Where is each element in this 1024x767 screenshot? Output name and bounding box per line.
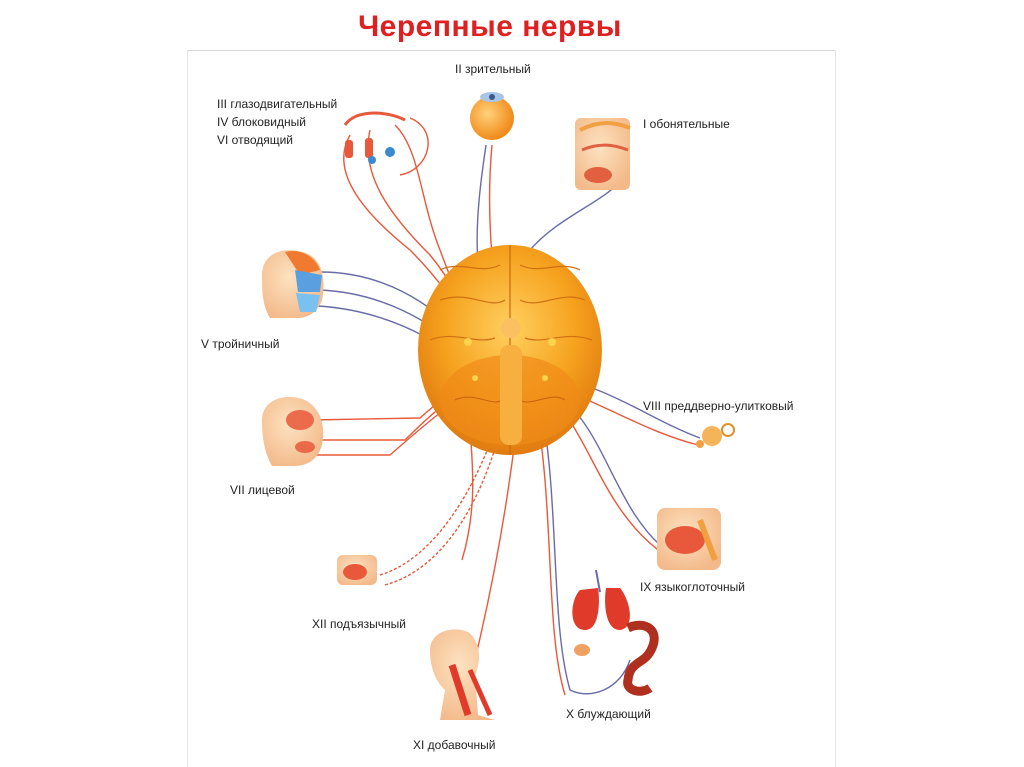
inner-ear-illustration [696, 424, 734, 448]
label-accessory-nerve: XI добавочный [413, 738, 496, 752]
hypoglossal-nerve-line-2 [385, 432, 500, 585]
label-trochlear-nerve: IV блоковидный [217, 115, 306, 129]
label-abducens-nerve: VI отводящий [217, 133, 294, 147]
label-trigeminal-nerve: V тройничный [201, 337, 280, 351]
eye-muscles-illustration [345, 113, 405, 164]
accessory-head-illustration [430, 629, 495, 720]
label-olfactory-nerve: I обонятельные [643, 117, 730, 131]
label-vestibulocochlear-nerve: VIII преддверно-улитковый [643, 399, 794, 413]
label-glossopharyngeal-nerve: IX языкоглоточный [640, 580, 745, 594]
facial-head-illustration [262, 397, 323, 466]
label-oculomotor-nerve: III глазодвигательный [217, 97, 338, 111]
nasal-section-illustration [575, 118, 630, 190]
oculomotor-loop [400, 118, 428, 175]
label-vagus-nerve: X блуждающий [566, 707, 651, 721]
tongue-section-illustration [337, 555, 377, 585]
slide-title: Черепные нервы [358, 10, 622, 43]
label-hypoglossal-nerve: XII подъязычный [312, 617, 406, 631]
brain-illustration [418, 245, 602, 455]
eye-illustration [470, 92, 514, 140]
label-optic-nerve: II зрительный [455, 62, 531, 76]
trigeminal-head-illustration [262, 250, 324, 318]
label-facial-nerve: VII лицевой [230, 483, 295, 497]
throat-section-illustration [657, 508, 721, 570]
